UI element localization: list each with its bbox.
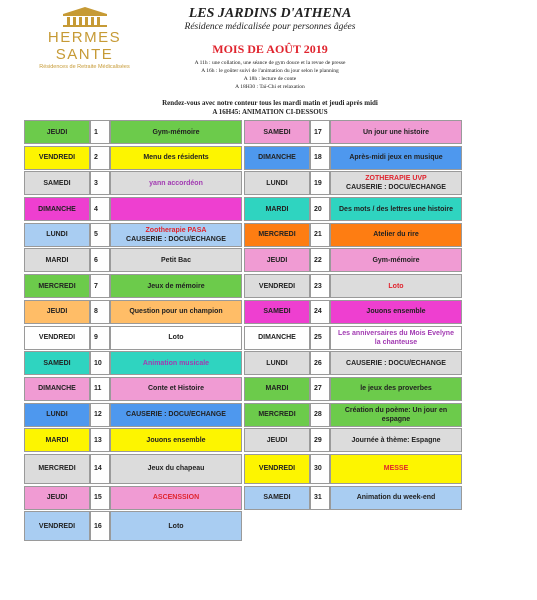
activity-cell <box>330 428 462 452</box>
day-number-cell: 29 <box>310 428 330 452</box>
activity-cell <box>110 326 242 350</box>
activity-cell <box>110 171 242 195</box>
schedule-line: A 11h : une collation, une séance de gym douce et la revue de presse <box>194 60 346 66</box>
calendar-row <box>244 351 462 375</box>
activity-cell <box>110 120 242 144</box>
activity-text: Gym-mémoire <box>372 256 420 264</box>
activity-text: Les anniversaires du Mois Evelyne la chanteuse <box>338 329 454 346</box>
calendar-row <box>24 223 242 247</box>
day-name-cell: DIMANCHE <box>244 326 310 350</box>
calendar-row <box>24 403 242 427</box>
activity-cell <box>110 197 242 221</box>
day-name-cell: MARDI <box>244 197 310 221</box>
activity-cell <box>110 146 242 170</box>
day-number-cell: 20 <box>310 197 330 221</box>
activity-text: Après-midi jeux en musique <box>349 154 443 162</box>
activity-cell <box>110 428 242 452</box>
day-name-cell: VENDREDI <box>244 454 310 484</box>
day-number-cell: 24 <box>310 300 330 324</box>
day-name-cell: MARDI <box>24 428 90 452</box>
activity-text: ZOTHERAPIE UVP <box>365 175 427 183</box>
activity-text: Animation musicale <box>142 359 210 367</box>
calendar-row <box>24 171 242 195</box>
schedule-line: A 18h : lecture de conte <box>243 76 297 82</box>
activity-text: Création du poème: Un jour en espagne <box>344 406 448 423</box>
activity-cell <box>330 120 462 144</box>
day-number-cell: 3 <box>90 171 110 195</box>
day-name-cell: LUNDI <box>244 171 310 195</box>
activity-cell <box>330 377 462 401</box>
activity-text: Question pour un champion <box>129 308 223 316</box>
calendar-row <box>24 377 242 401</box>
activity-text: Conte et Histoire <box>147 385 204 393</box>
calendar-row <box>24 454 242 484</box>
calendar-row <box>24 197 242 221</box>
day-name-cell: LUNDI <box>24 403 90 427</box>
daily-schedule <box>150 59 390 91</box>
day-name-cell: VENDREDI <box>24 326 90 350</box>
activity-cell <box>330 171 462 195</box>
day-number-cell: 15 <box>90 486 110 510</box>
day-number-cell: 26 <box>310 351 330 375</box>
activity-text-secondary: CAUSERIE : DOCU/ECHANGE <box>126 235 226 243</box>
calendar-row <box>244 428 462 452</box>
activity-cell <box>330 146 462 170</box>
day-number-cell: 27 <box>310 377 330 401</box>
calendar-row <box>24 248 242 272</box>
activity-cell <box>110 377 242 401</box>
day-number-cell: 13 <box>90 428 110 452</box>
day-number-cell: 14 <box>90 454 110 484</box>
calendar-left-column <box>24 120 242 543</box>
day-name-cell: SAMEDI <box>244 486 310 510</box>
activity-cell <box>110 454 242 484</box>
calendar-row <box>244 197 462 221</box>
activity-text: Loto <box>168 522 184 530</box>
activity-cell <box>110 300 242 324</box>
activity-cell <box>330 248 462 272</box>
animation-note: A 16H45: ANIMATION CI-DESSOUS <box>212 108 328 116</box>
rendezvous-line: Rendez-vous avec notre conteur tous les mardi matin et jeudi après midi <box>162 99 378 107</box>
day-number-cell: 21 <box>310 223 330 247</box>
day-name-cell: VENDREDI <box>244 274 310 298</box>
calendar-row <box>24 120 242 144</box>
calendar-row <box>24 326 242 350</box>
day-number-cell: 18 <box>310 146 330 170</box>
calendar-row <box>244 171 462 195</box>
day-name-cell: MERCREDI <box>244 223 310 247</box>
day-number-cell: 8 <box>90 300 110 324</box>
activity-cell <box>330 351 462 375</box>
day-number-cell: 12 <box>90 403 110 427</box>
calendar-row <box>24 486 242 510</box>
day-name-cell: VENDREDI <box>24 511 90 541</box>
activity-cell <box>110 511 242 541</box>
day-number-cell: 10 <box>90 351 110 375</box>
day-name-cell: MARDI <box>244 377 310 401</box>
day-name-cell: MERCREDI <box>24 274 90 298</box>
activity-cell <box>330 403 462 427</box>
schedule-line: A 16h : le goûter suivi de l'animation du jour selon le planning <box>201 68 339 74</box>
day-number-cell: 6 <box>90 248 110 272</box>
day-number-cell: 28 <box>310 403 330 427</box>
activity-cell <box>110 248 242 272</box>
calendar-row <box>244 326 462 350</box>
calendar-row <box>244 120 462 144</box>
activity-cell <box>110 486 242 510</box>
activity-text: Des mots / des lettres une histoire <box>339 205 453 213</box>
day-name-cell: DIMANCHE <box>244 146 310 170</box>
activity-text: Menu des résidents <box>143 154 209 162</box>
day-name-cell: MERCREDI <box>244 403 310 427</box>
activity-text: Jouons ensemble <box>366 308 426 316</box>
activity-cell <box>330 223 462 247</box>
activity-text: Jeux du chapeau <box>147 465 205 473</box>
day-number-cell: 16 <box>90 511 110 541</box>
day-name-cell: DIMANCHE <box>24 197 90 221</box>
calendar-row <box>244 274 462 298</box>
day-name-cell: MARDI <box>24 248 90 272</box>
activity-cell <box>330 300 462 324</box>
calendar-row <box>244 377 462 401</box>
day-name-cell: LUNDI <box>244 351 310 375</box>
activity-text: le jeux des proverbes <box>360 385 432 393</box>
activity-cell <box>330 197 462 221</box>
day-number-cell: 4 <box>90 197 110 221</box>
calendar-right-column <box>244 120 462 511</box>
activity-text: CAUSERIE : DOCU/ECHANGE <box>126 411 226 419</box>
day-name-cell: LUNDI <box>24 223 90 247</box>
day-number-cell: 7 <box>90 274 110 298</box>
activity-cell <box>110 351 242 375</box>
calendar-row <box>244 223 462 247</box>
calendar-row <box>24 511 242 541</box>
calendar-row <box>244 403 462 427</box>
calendar-row <box>244 300 462 324</box>
day-number-cell: 19 <box>310 171 330 195</box>
day-name-cell: JEUDI <box>24 300 90 324</box>
activity-text: Loto <box>168 334 184 341</box>
activity-cell <box>110 274 242 298</box>
day-number-cell: 17 <box>310 120 330 144</box>
calendar-row <box>244 146 462 170</box>
page-title: LES JARDINS D'ATHENA <box>188 6 352 21</box>
activity-text: yann accordéon <box>149 179 203 187</box>
activity-text: CAUSERIE : DOCU/ECHANGE <box>346 359 446 367</box>
day-number-cell: 9 <box>90 326 110 350</box>
rendezvous-note <box>60 99 480 117</box>
day-name-cell: SAMEDI <box>244 300 310 324</box>
day-name-cell: JEUDI <box>24 486 90 510</box>
day-number-cell: 30 <box>310 454 330 484</box>
day-name-cell: SAMEDI <box>24 351 90 375</box>
activity-text: Animation du week-end <box>356 494 436 502</box>
activity-cell <box>330 274 462 298</box>
day-name-cell: VENDREDI <box>24 146 90 170</box>
activity-text: Jouons ensemble <box>146 436 206 444</box>
activity-text: Journée à thème: Espagne <box>351 436 441 444</box>
activity-text: ASCENSSION <box>152 494 200 502</box>
day-name-cell: MERCREDI <box>24 454 90 484</box>
calendar-row <box>244 486 462 510</box>
activity-cell <box>330 454 462 484</box>
activity-text: Petit Bac <box>161 256 191 264</box>
activity-cell <box>330 486 462 510</box>
calendar-row <box>244 248 462 272</box>
calendar-row <box>24 428 242 452</box>
day-name-cell: SAMEDI <box>244 120 310 144</box>
logo-name: HERMES SANTE <box>47 29 122 63</box>
day-name-cell: JEUDI <box>24 120 90 144</box>
day-number-cell: 23 <box>310 274 330 298</box>
activity-cell <box>330 326 462 350</box>
day-name-cell: JEUDI <box>244 248 310 272</box>
day-number-cell: 2 <box>90 146 110 170</box>
activity-text: Loto <box>388 282 404 290</box>
schedule-line: A 18H30 : Taï-Chi et relaxation <box>235 84 305 90</box>
hermes-sante-logo <box>22 6 147 70</box>
calendar-row <box>24 274 242 298</box>
day-number-cell: 22 <box>310 248 330 272</box>
day-number-cell: 25 <box>310 326 330 350</box>
day-name-cell: DIMANCHE <box>24 377 90 401</box>
activity-text: MESSE <box>383 465 409 473</box>
temple-logo-icon <box>60 6 110 28</box>
day-name-cell: SAMEDI <box>24 171 90 195</box>
day-number-cell: 11 <box>90 377 110 401</box>
month-title: MOIS DE AOÛT 2019 <box>212 42 328 56</box>
page-subtitle: Résidence médicalisée pour personnes âgées <box>184 22 356 32</box>
activity-cell <box>110 403 242 427</box>
logo-subtitle: Résidences de Retraite Médicalisées <box>39 64 130 70</box>
calendar-row <box>24 146 242 170</box>
calendar-row <box>244 454 462 484</box>
day-number-cell: 5 <box>90 223 110 247</box>
activity-text-secondary: CAUSERIE : DOCU/ECHANGE <box>346 184 446 192</box>
day-number-cell: 31 <box>310 486 330 510</box>
activity-text: Jeux de mémoire <box>147 282 205 290</box>
document-header <box>150 6 390 57</box>
calendar-row <box>24 351 242 375</box>
activity-cell <box>110 223 242 247</box>
activity-text: Zootherapie PASA <box>145 226 207 234</box>
day-number-cell: 1 <box>90 120 110 144</box>
activity-text: Atelier du rire <box>373 231 419 239</box>
activity-text: Gym-mémoire <box>152 128 200 136</box>
calendar-row <box>24 300 242 324</box>
activity-text: Un jour une histoire <box>362 128 430 136</box>
day-name-cell: JEUDI <box>244 428 310 452</box>
